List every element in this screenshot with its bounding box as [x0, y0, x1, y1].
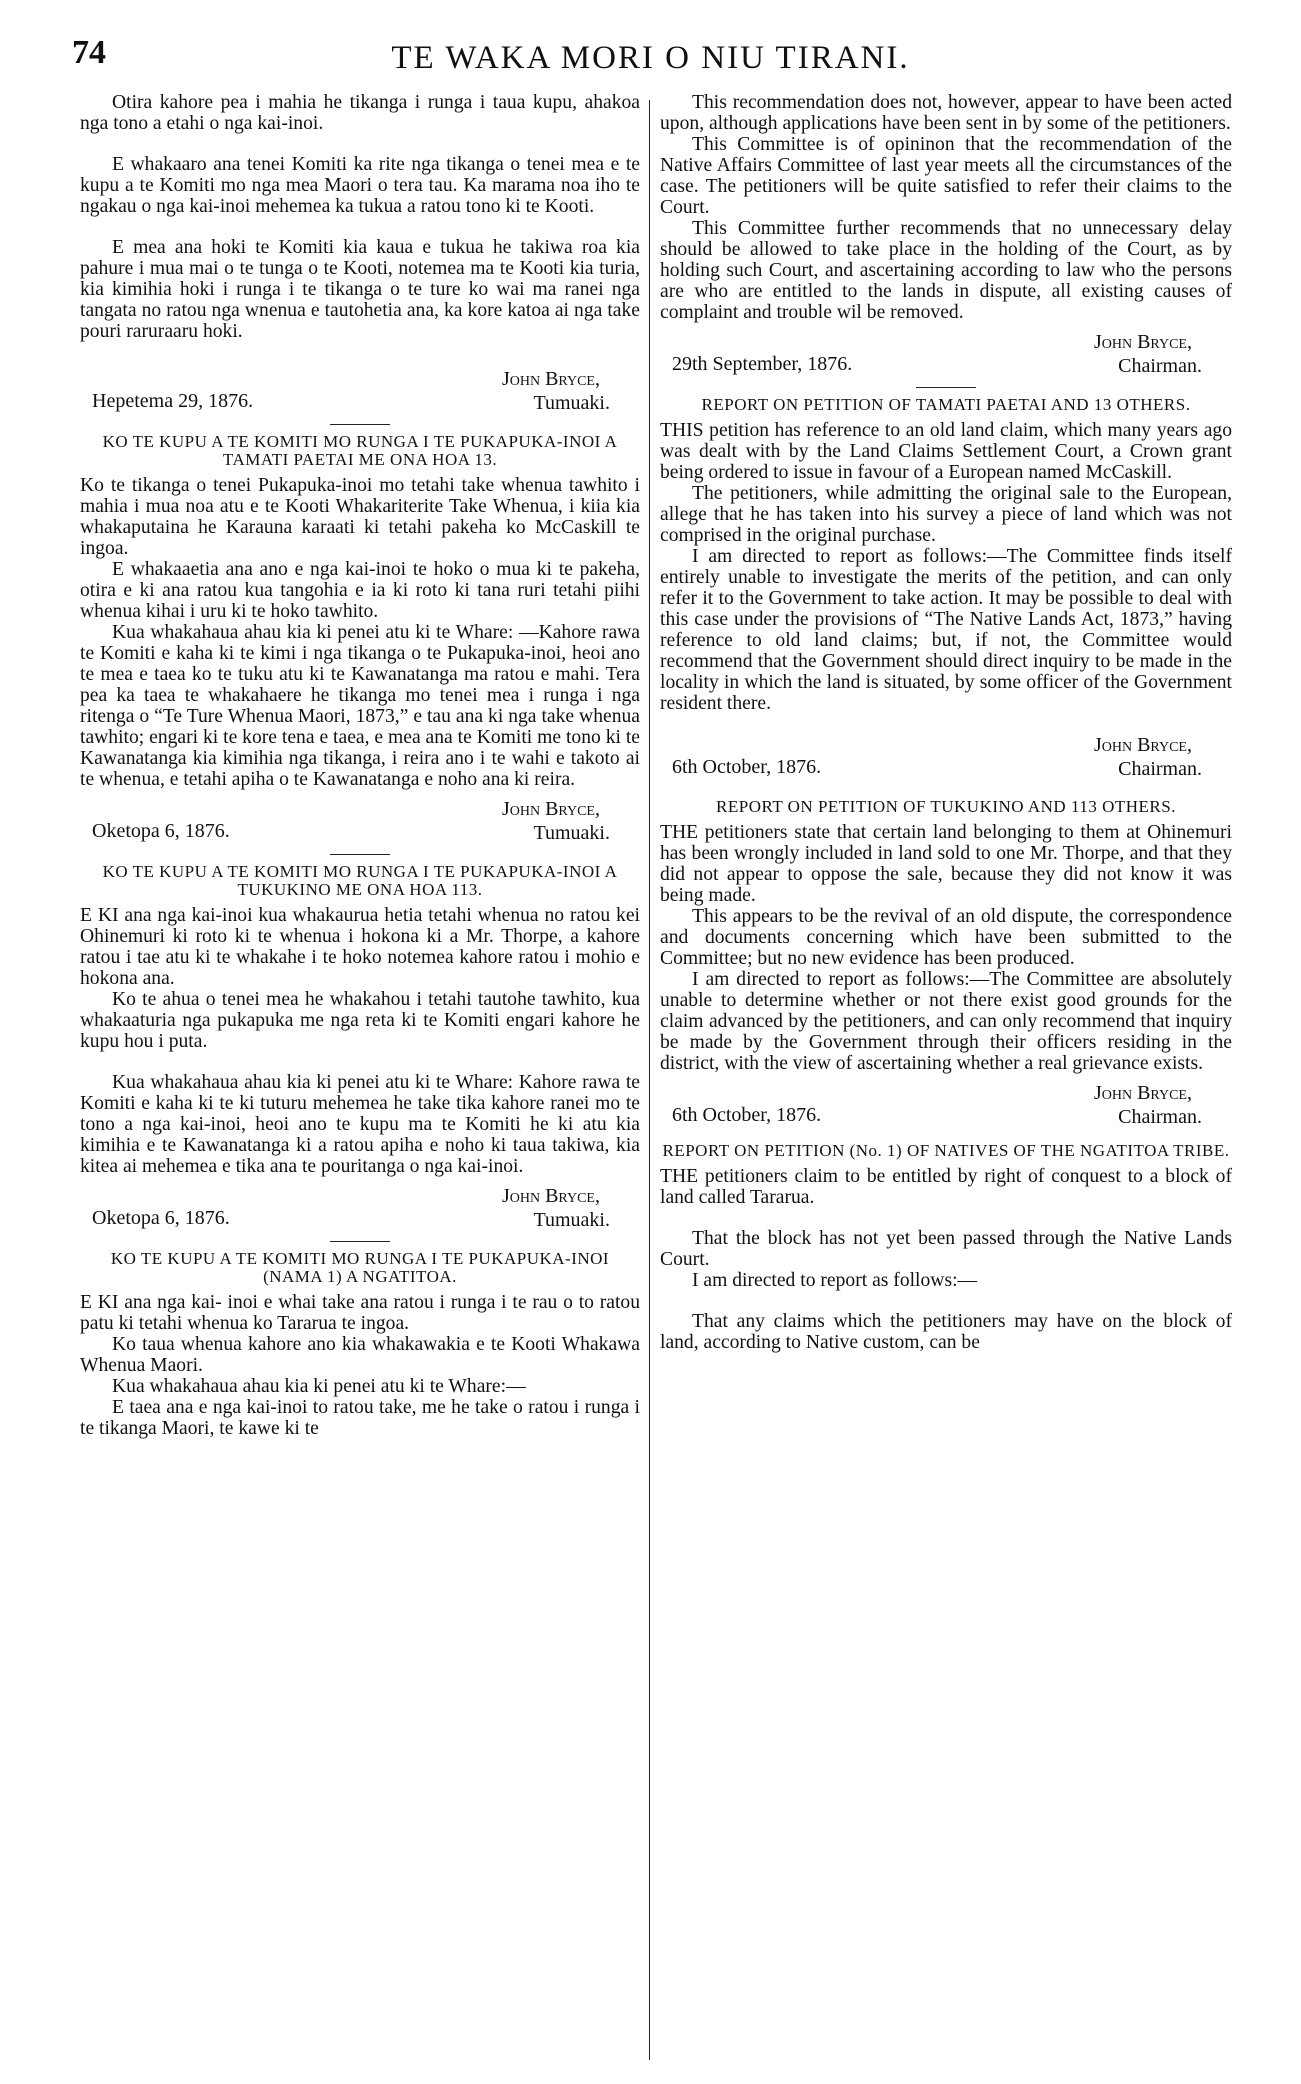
- signature-date: 29th September, 1876.: [672, 353, 853, 375]
- signatory-name: John Bryce,: [1093, 1082, 1192, 1104]
- paragraph: This Committee is of opininon that the recommendation of the Native Affairs Committee of last year meets all the circumstances of the case. The petitioners will be quite satisfied to refer their claims to the Court.: [660, 134, 1232, 218]
- section-heading: KO TE KUPU A TE KOMITI MO RUNGA I TE PUKAPUKA-INOI A TAMATI PAETAI ME ONA HOA 13.: [102, 432, 618, 469]
- paragraph: That any claims which the petitioners may have on the block of land, according to Native custom, can be: [660, 1311, 1232, 1353]
- paragraph: E taea ana e nga kai-inoi to ratou take, me he take o ratou i runga i te tikanga Maori, te kawe ki te: [80, 1397, 640, 1439]
- section-heading: REPORT ON PETITION OF TAMATI PAETAI AND 13 OTHERS.: [701, 395, 1191, 414]
- page-title: TE WAKA MORI O NIU TIRANI.: [391, 40, 910, 76]
- paragraph: I am directed to report as follows:—: [692, 1270, 978, 1291]
- paragraph: E whakaaro ana tenei Komiti ka rite nga tikanga o tenei mea e te kupu a te Komiti mo nga mea Maori o tera tau. Ka marama noa iho te ngakau o nga kai-inoi mehemea ka tukua a ratou tono ki te Kooti.: [80, 154, 640, 217]
- signatory-name: John Bryce,: [501, 1185, 600, 1207]
- paragraph: I am directed to report as follows:—The Committee are absolutely unable to determine whether or not there exist good grounds for the claim advanced by the petitioners, and can only recommend that inquiry be made by the Government through their officers residing in the district, with the view of ascertaining whether a real grievance exists.: [660, 969, 1232, 1074]
- paragraph: THE petitioners claim to be entitled by right of conquest to a block of land called Tararua.: [660, 1166, 1232, 1208]
- section-divider: [330, 424, 390, 425]
- paragraph: That the block has not yet been passed through the Native Lands Court.: [660, 1228, 1232, 1270]
- paragraph: This recommendation does not, however, appear to have been acted upon, although applications have been sent in by some of the petitioners.: [660, 92, 1232, 134]
- section-divider: [330, 854, 390, 855]
- signature-block: [80, 368, 640, 418]
- paragraph: E KI ana nga kai-inoi kua whakaurua hetia tetahi whenua no ratou kei Ohinemuri ki roto ki te whenua i hokona ki a Mr. Thorpe, a kahore ratou i tae atu ki te whakahe i te hoko notemea kahore ratou i mohio e hokona ana.: [80, 905, 640, 989]
- paragraph: E whakaaetia ana ano e nga kai-inoi te hoko o mua ki te pakeha, otira e ki ana ratou kua tangohia e ia ki roto ki tana ruri tetahi piihi whenua kihai i uru ki te hoko tawhito.: [80, 559, 640, 622]
- right-column: [660, 92, 1232, 1353]
- paragraph: THIS petition has reference to an old land claim, which many years ago was dealt with by the Land Claims Settlement Court, a Crown grant being ordered to issue in favour of a European named McCaskill.: [660, 420, 1232, 483]
- signature-date: Oketopa 6, 1876.: [92, 820, 230, 842]
- signatory-name: John Bryce,: [1093, 734, 1192, 756]
- section-divider: [916, 387, 976, 388]
- paragraph: Otira kahore pea i mahia he tikanga i runga i taua kupu, ahakoa nga tono a etahi o nga kai-inoi.: [80, 92, 640, 134]
- signature-date: Oketopa 6, 1876.: [92, 1207, 230, 1229]
- signatory-role: Chairman.: [1118, 1106, 1202, 1128]
- paragraph: Ko te ahua o tenei mea he whakahou i tetahi tautohe tawhito, kua whakaaturia nga pukapuka me nga reta ki te Komiti engari kahore he kupu hou i puta.: [80, 989, 640, 1052]
- section-heading: REPORT ON PETITION (No. 1) OF NATIVES OF THE NGATITOA TRIBE.: [662, 1141, 1230, 1160]
- paragraph: Kua whakahaua ahau kia ki penei atu ki te Whare: —Kahore rawa te Komiti e kaha ki te kimi i nga tikanga o te Pukapuka-inoi, heoi ano te mea e taea ko te tuku atu ki te Kawanatanga ma ratou e mahi. Tera pea ka taea te whakahaere he tikanga mo tenei mea i runga i nga ritenga o “Te Ture Whenua Maori, 1873,” e tau ana ki nga take whenua tawhito; engari ki te kore tena e taea, e mea ana te Komiti me tono ki te Kawanatanga kia kimihia nga tikanga, i reira ano i te wahi e takoto ai te whenua, e tetahi apiha o te Kawanatanga e noho ana ki reira.: [80, 622, 640, 790]
- signatory-name: John Bryce,: [501, 368, 600, 390]
- page-header: [72, 34, 1229, 84]
- signature-date: Hepetema 29, 1876.: [92, 390, 254, 412]
- paragraph: I am directed to report as follows:—The Committee finds itself entirely unable to investigate the merits of the petition, and can only refer it to the Government to take action. It may be possible to deal with this case under the provisions of “The Native Lands Act, 1873,” having reference to old land claims; but, if not, the Committee would recommend that the Government should direct inquiry to be made in the locality in which the land is situated, by some officer of the Government resident there.: [660, 546, 1232, 714]
- section-heading: KO TE KUPU A TE KOMITI MO RUNGA I TE PUKAPUKA-INOI (NAMA 1) A NGATITOA.: [110, 1249, 610, 1286]
- signature-date: 6th October, 1876.: [672, 1104, 822, 1126]
- signature-block: [80, 1185, 640, 1235]
- paragraph: Kua whakahaua ahau kia ki penei atu ki te Whare:—: [112, 1376, 526, 1397]
- paragraph: This appears to be the revival of an old dispute, the correspondence and documents concerning which have been submitted to the Committee; but no new evidence has been produced.: [660, 906, 1232, 969]
- paragraph: Ko te tikanga o tenei Pukapuka-inoi mo tetahi take whenua tawhito i mahia i mua noa atu e te Kooti Whakariterite Take Whenua, i kiia kia whakaputaina he Karauna karaati ki tetahi pakeha ko McCaskill te ingoa.: [80, 475, 640, 559]
- paragraph: This Committee further recommends that no unnecessary delay should be allowed to take place in the holding of the Court, as by holding such Court, and ascertaining according to law who the persons are who are entitled to the lands in dispute, all existing causes of complaint and trouble wil be removed.: [660, 218, 1232, 323]
- signature-block: [660, 1082, 1232, 1132]
- left-column: [80, 92, 640, 1439]
- paragraph: Kua whakahaua ahau kia ki penei atu ki te Whare: Kahore rawa te Komiti e kaha ki te ki tuturu mehemea he take tika kahore ranei mo te tono a nga kai-inoi, heoi ano te kupu ma te Komiti he ki atu kia kimihia e te Kawanatanga ki a ratou apiha e noho ki taua takiwa, kia kitea ai mehemea e tika ana te pouritanga o nga kai-inoi.: [80, 1072, 640, 1177]
- signatory-role: Chairman.: [1118, 758, 1202, 780]
- signature-block: [660, 331, 1232, 381]
- paragraph: E KI ana nga kai- inoi e whai take ana ratou i runga i te rau o to ratou patu ki tetahi whenua ko Tararua te ingoa.: [80, 1292, 640, 1334]
- signatory-name: John Bryce,: [501, 798, 600, 820]
- column-rule: [649, 100, 650, 2060]
- signatory-role: Tumuaki.: [533, 392, 610, 414]
- section-heading: REPORT ON PETITION OF TUKUKINO AND 113 OTHERS.: [716, 797, 1176, 816]
- signatory-name: John Bryce,: [1093, 331, 1192, 353]
- section-heading: KO TE KUPU A TE KOMITI MO RUNGA I TE PUKAPUKA-INOI A TUKUKINO ME ONA HOA 113.: [102, 862, 618, 899]
- signatory-role: Chairman.: [1118, 355, 1202, 377]
- signatory-role: Tumuaki.: [533, 1209, 610, 1231]
- page-number: 74: [72, 34, 106, 71]
- signatory-role: Tumuaki.: [533, 822, 610, 844]
- paragraph: THE petitioners state that certain land belonging to them at Ohinemuri has been wrongly included in land sold to one Mr. Thorpe, and that they did not appear to oppose the sale, because they did not know it was being made.: [660, 822, 1232, 906]
- paragraph: The petitioners, while admitting the original sale to the European, allege that he has taken into his survey a piece of land which was not comprised in the original purchase.: [660, 483, 1232, 546]
- paragraph: Ko taua whenua kahore ano kia whakawakia e te Kooti Whakawa Whenua Maori.: [80, 1334, 640, 1376]
- signature-block: [660, 734, 1232, 784]
- section-divider: [330, 1241, 390, 1242]
- paragraph: E mea ana hoki te Komiti kia kaua e tukua he takiwa roa kia pahure i mua mai o te tunga o te Kooti, notemea ma te Kooti kia turia, kia kimihia hoki i runga i te tikanga o te ture ko wai ma ranei nga tangata no ratou nga wnenua e tautohetia ana, ka kore katoa ai nga take pouri raruraaru hoki.: [80, 237, 640, 342]
- signature-date: 6th October, 1876.: [672, 756, 822, 778]
- signature-block: [80, 798, 640, 848]
